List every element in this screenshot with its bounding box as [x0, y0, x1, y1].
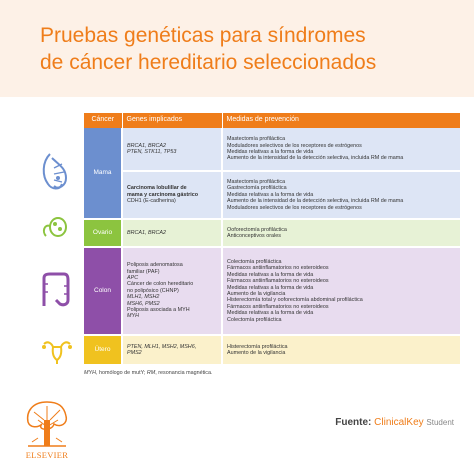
measure-line: Fármacos antiinflamatorios no esteroideos	[227, 303, 329, 310]
cancer-colon: Colon	[84, 247, 122, 335]
gene-line: familiar (PAF)	[127, 268, 160, 275]
source-label: Fuente:	[335, 417, 372, 428]
measure-line: Histerectomía total y ooforectomía abdominal profiláctica	[227, 297, 363, 304]
measure-line: Fármacos antiinflamatorios no esteroideos	[227, 265, 329, 272]
table-header-row	[84, 113, 460, 128]
uterus-icon	[40, 338, 74, 364]
measure-line: Moduladores selectivos de los receptores de estrógenos	[227, 142, 362, 149]
measure-line: Fármacos antiinflamatorios no esteroideos	[227, 278, 329, 285]
measures-colon	[222, 247, 460, 335]
gene-line: MLH1, MSH2	[127, 294, 160, 301]
genes-utero	[122, 335, 222, 365]
footnote-text-2: , resonancia magnética.	[155, 370, 213, 376]
measure-line: Colectomía profiláctica	[227, 316, 282, 323]
measure-line: Medidas relativas a la forma de vida	[227, 310, 314, 317]
gene-line: Poliposis asociada a MYH	[127, 307, 190, 314]
measure-line: Aumento de la intensidad de la detección selectiva, incluida RM de mama	[227, 155, 404, 162]
elsevier-logo	[22, 398, 72, 460]
cancer-utero: Útero	[84, 335, 122, 365]
measure-line: Mastectomía profiláctica	[227, 136, 286, 143]
table-row-mama-1	[84, 128, 460, 171]
logo-wordmark: ELSEVIER	[25, 450, 69, 460]
gene-line: APC	[127, 274, 139, 281]
footnote-abbrev-myh: MYH	[84, 370, 96, 376]
measure-line: Histerectomía profiláctica	[227, 343, 288, 350]
footnote-abbrev-rm: RM	[146, 370, 156, 376]
table-row-utero	[84, 335, 460, 365]
measure-line: Aumento de la vigilancia	[227, 291, 286, 297]
source-brand: ClinicalKey	[374, 417, 424, 428]
gene-line: MYH	[127, 313, 139, 320]
table-footnote	[84, 370, 213, 376]
genes-mama-2	[122, 171, 222, 219]
header-cancer: Cáncer	[84, 113, 122, 128]
measure-line: Aumento de la vigilancia	[227, 350, 286, 356]
ovary-icon	[40, 212, 70, 242]
genes-colon	[122, 247, 222, 335]
measures-utero	[222, 335, 460, 365]
genes-ovario	[122, 219, 222, 247]
measure-line: Ooforectomía profiláctica	[227, 226, 287, 233]
gene-line: PTEN, MLH1, MSH2, MSH6,	[127, 343, 197, 350]
colon-icon	[38, 270, 74, 310]
measure-line: Medidas relativas a la forma de vida	[227, 271, 314, 278]
genes-mama-1	[122, 128, 222, 171]
gene-line: PTEN, STK11, TP53	[127, 149, 177, 155]
tree-icon	[22, 398, 72, 450]
table-row-colon	[84, 247, 460, 335]
gene-line: Poliposis adenomatosa	[127, 262, 183, 269]
measure-line: Colectomía profiláctica	[227, 258, 282, 265]
source-sub: Student	[426, 418, 454, 427]
gene-line: CDH1 (E-cadherina)	[127, 198, 176, 205]
measures-mama-2	[222, 171, 460, 219]
measure-line: Medidas relativas a la forma de vida	[227, 284, 314, 291]
table-row-mama-2	[84, 171, 460, 219]
page-title	[40, 22, 460, 76]
table-row-ovario	[84, 219, 460, 247]
measure-line: Medidas relativas a la forma de vida	[227, 149, 314, 155]
measure-line: Medidas relativas a la forma de vida	[227, 191, 314, 198]
gene-line: MSH6, PMS2	[127, 300, 160, 307]
measures-mama-1	[222, 128, 460, 171]
measure-line: Moduladores selectivos de los receptores de estrógenos	[227, 204, 362, 211]
header-genes: Genes implicados	[122, 113, 222, 128]
measures-ovario	[222, 219, 460, 247]
genetic-testing-table	[84, 113, 461, 366]
gene-line: PMS2	[127, 350, 142, 356]
footnote-text-1: , homólogo de mutY;	[95, 370, 147, 376]
measure-line: Mastectomía profiláctica	[227, 178, 286, 185]
gene-line: Carcinoma lobulillar de	[127, 185, 187, 192]
breast-icon	[40, 150, 72, 196]
gene-line: BRCA1, BRCA2	[127, 142, 166, 149]
measure-line: Aumento de la intensidad de la detección selectiva, incluida RM de mama	[227, 198, 404, 205]
gene-line: mama y carcinoma gástrico	[127, 191, 199, 198]
measure-line: Anticonceptivos orales	[227, 233, 281, 239]
gene-line: no polipósico (CHNP)	[127, 287, 179, 294]
measure-line: Gastrectomía profiláctica	[227, 185, 287, 192]
source-credit	[335, 417, 454, 428]
header-measures: Medidas de prevención	[222, 113, 460, 128]
gene-line: Cáncer de colon hereditario	[127, 281, 194, 288]
title-line-2: de cáncer hereditario seleccionados	[40, 51, 377, 74]
cancer-ovario: Ovario	[84, 219, 122, 247]
gene-line: BRCA1, BRCA2	[127, 229, 166, 236]
header-banner	[0, 0, 474, 97]
cancer-mama: Mama	[84, 128, 122, 219]
title-line-1: Pruebas genéticas para síndromes	[40, 24, 366, 47]
